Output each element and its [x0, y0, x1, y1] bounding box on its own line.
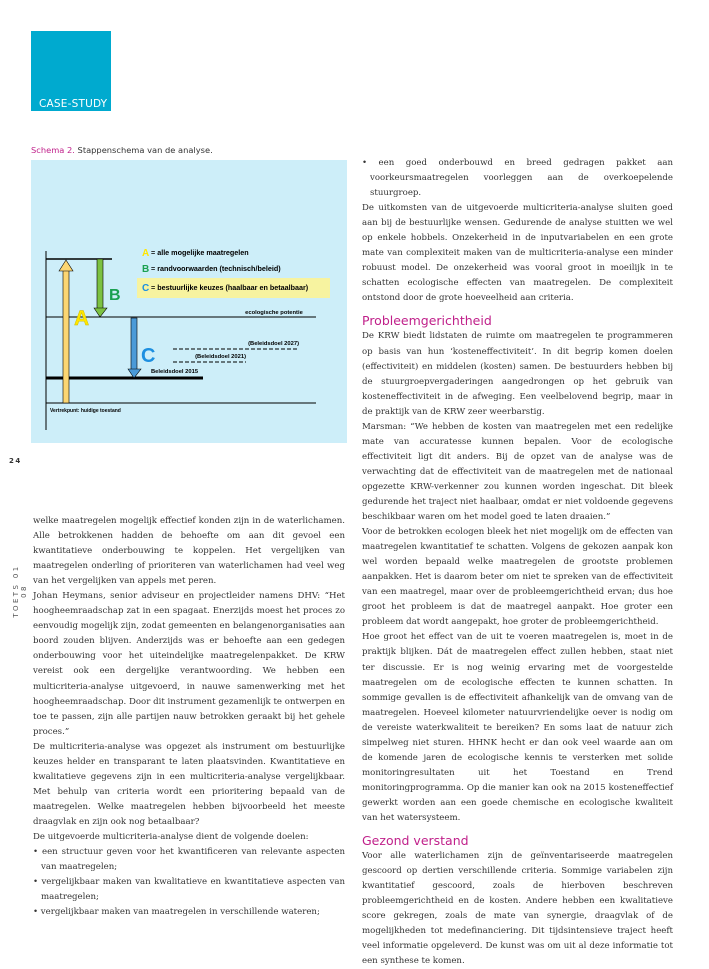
label-goal-2021: (Beleidsdoel 2021): [195, 354, 246, 360]
paragraph: Johan Heymans, senior adviseur en projectleider namens DHV: “Het hoogheemraadschap zat in een spagaat. Enerzijds moest het proces zo eenvoudig mogelijk zijn, zodat gemeenten en belangenorganisaties aan boord zouden blijven. Anderzijds was er behoefte aan een gedegen onderbouwing voor het uiteindelijke maatregelenpakket. De KRW vereist ook een dergelijke verantwoording. We hebben een multicriteria-analyse uitgevoerd, in nauwe samenwerking met het hoogheemraadschap. Door dit instrument gezamenlijk te ontwerpen en toe te passen, zijn alle partijen nauw betrokken geraakt bij het gehele proces.”: [33, 591, 345, 737]
paragraph: De uitkomsten van de uitgevoerde multicriteria-analyse sluiten goed aan bij de bestuurlijke wensen. Gedurende de analyse stuitten we wel op enkele hobbels. Onzekerheid in de inputvariabelen en een grote mate van complexiteit maken van de multicriteria-analyse een minder robuust model. De onzekerheid was vooral groot in moeilijk in te schatten ecologische effecten van maatregelen. De complexiteit ontstond door de grote hoeveelheid aan criteria.: [362, 203, 673, 304]
legend-c-text: = bestuurlijke keuzes (haalbaar en betaalbaar): [151, 283, 309, 292]
figure-caption-text: Stappenschema van de analyse.: [74, 145, 213, 155]
right-column: [362, 156, 673, 969]
figure-diagram: [31, 160, 347, 443]
legend-c-letter: C: [142, 283, 150, 294]
bullet-item: • een goed onderbouwd en breed gedragen pakket aan voorkeursmaatregelen voorleggen aan de overkoepelende stuurgroep.: [362, 158, 673, 199]
paragraph: De multicriteria-analyse was opgezet als instrument om bestuurlijke keuzes helder en transparant te laten plaatsvinden. Kwantitatieve en kwalitatieve gegevens zijn in een multicriteria-analyse vergelijkbaar. Met behulp van criteria wordt een prioritering bepaald van de maatregelen. Welke maatregelen hebben bijvoorbeeld het meeste draagvlak en zijn ook nog betaalbaar?: [33, 741, 345, 827]
page-number: 24: [9, 457, 22, 465]
arrow-a-icon: [59, 260, 73, 403]
label-goal-2015: Beleidsdoel 2015: [151, 369, 199, 375]
legend-b-text: = randvoorwaarden (technisch/beleid): [151, 264, 281, 273]
bullet-item: • vergelijkbaar maken van kwalitatieve en kwantitatieve aspecten van maatregelen;: [33, 877, 345, 903]
arrow-c-icon: [128, 318, 141, 378]
paragraph: Marsman: “We hebben de kosten van maatregelen met een redelijke mate van accuratesse kunnen bepalen. Voor de ecologische effectiviteit ligt dit anders. Bij de opzet van de analyse was de verwachting dat de effectiviteit van de maatregelen met de nationaal opgezette KRW-verkenner zou kunnen worden ingeschat. Dit bleek gedurende het traject niet haalbaar, omdat er niet voldoende gegevens beschikbaar waren om het model goed te laten draaien.”: [362, 421, 673, 523]
label-start: Vertrekpunt: huidige toestand: [50, 408, 121, 414]
paragraph: Voor de betrokken ecologen bleek het niet mogelijk om de effecten van maatregelen kwantitatief te schatten. Volgens de gekozen aanpak kon wel worden bepaald welke maatregelen de grootste problemen aanpakken. Het is daarom beter om niet te spreken van de effectiviteit van een maatregel, maar over de probleemgerichtheid ervan; dus hoe groot het probleem is dat de maatregel aanpakt. Hoe groter een probleem dat wordt aangepakt, hoe groter de probleemgerichtheid.: [362, 527, 673, 628]
heading-probleemgerichtheid: Probleemgerichtheid: [362, 313, 492, 329]
paragraph: De KRW biedt lidstaten de ruimte om maatregelen te programmeren op basis van hun ‘kosteneffectiviteit’. In dit begrip komen doelen (effectiviteit) en middelen (kosten) samen. De bestuurders hebben bij de stuurgroepvergaderingen aangedrongen op het gebruik van kosteneffectiviteit in de afweging. Een veelbelovend begrip, maar in de praktijk van de KRW zeer weerbarstig.: [362, 331, 673, 417]
arrow-c-label: C: [141, 345, 156, 367]
bullet-item: • een structuur geven voor het kwantificeren van relevante aspecten van maatregelen;: [33, 847, 345, 873]
section-tag: [31, 31, 111, 111]
paragraph: Hoe groot het effect van de uit te voeren maatregelen is, moet in de praktijk blijken. Dát de maatregelen effect zullen hebben, staat niet ter discussie. Er is nog weinig ervaring met de voorgestelde maatregelen om de ecologische effecten te kunnen schatten. In sommige gevallen is de effectiviteit afhankelijk van de omvang van de maatregelen. Hoeveel kilometer natuurvriendelijke oever is nodig om de vereiste waterkwaliteit te bereiken? En soms laat de natuur zich simpelweg niet sturen. HHNK hecht er dan ook veel waarde aan om de komende jaren de ecologische kennis te versterken met solide monitoringresultaten uit het Toestand en Trend monitoringprogramma. Op die manier kan ook na 2015 kosteneffectief gewerkt worden aan een goede chemische en ecologische kwaliteit van het watersysteem.: [362, 632, 673, 823]
figure-caption: [31, 145, 213, 155]
paragraph: De uitgevoerde multicriteria-analyse dient de volgende doelen:: [33, 831, 309, 842]
bullet-item: • vergelijkbaar maken van maatregelen in verschillende wateren;: [33, 907, 320, 918]
journal-name: TOETS 01 08: [12, 564, 28, 618]
paragraph: Voor alle waterlichamen zijn de geïnventariseerde maatregelen gescoord op dertien verschillende criteria. Sommige variabelen zijn kwantitatief gescoord, zoals de hierboven beschreven probleemgerichtheid en de kosten. Andere hebben een kwalitatieve score gekregen, zoals de mate van synergie, draagvlak of de mogelijkheden tot medefinanciering. Dit tijdsintensieve traject heeft veel informatie opgeleverd. De kunst was om uit al deze informatie tot een synthese te komen.: [362, 851, 673, 967]
arrow-b-label: B: [109, 287, 121, 304]
section-tag-label: CASE-STUDY: [39, 98, 108, 110]
legend-b-letter: B: [142, 264, 150, 275]
legend-a-letter: A: [142, 248, 150, 259]
paragraph: welke maatregelen mogelijk effectief konden zijn in de waterlichamen. Alle betrokkenen hadden de behoefte om aan dit gevoel een kwantitatieve onderbouwing te koppelen. Het vergelijken van maatregelen onderling of prioriteren van waterlichamen had veel weg van het vergelijken van appels met peren.: [33, 516, 345, 587]
figure-caption-label: Schema 2.: [31, 145, 75, 155]
arrow-a-label: A: [74, 307, 90, 330]
left-column: [33, 514, 345, 920]
label-ecological-potential: ecologische potentie: [245, 310, 303, 316]
arrow-b-icon: [94, 259, 107, 317]
heading-gezond-verstand: Gezond verstand: [362, 833, 469, 849]
legend-a-text: = alle mogelijke maatregelen: [151, 248, 249, 257]
label-goal-2027: (Beleidsdoel 2027): [248, 341, 299, 347]
